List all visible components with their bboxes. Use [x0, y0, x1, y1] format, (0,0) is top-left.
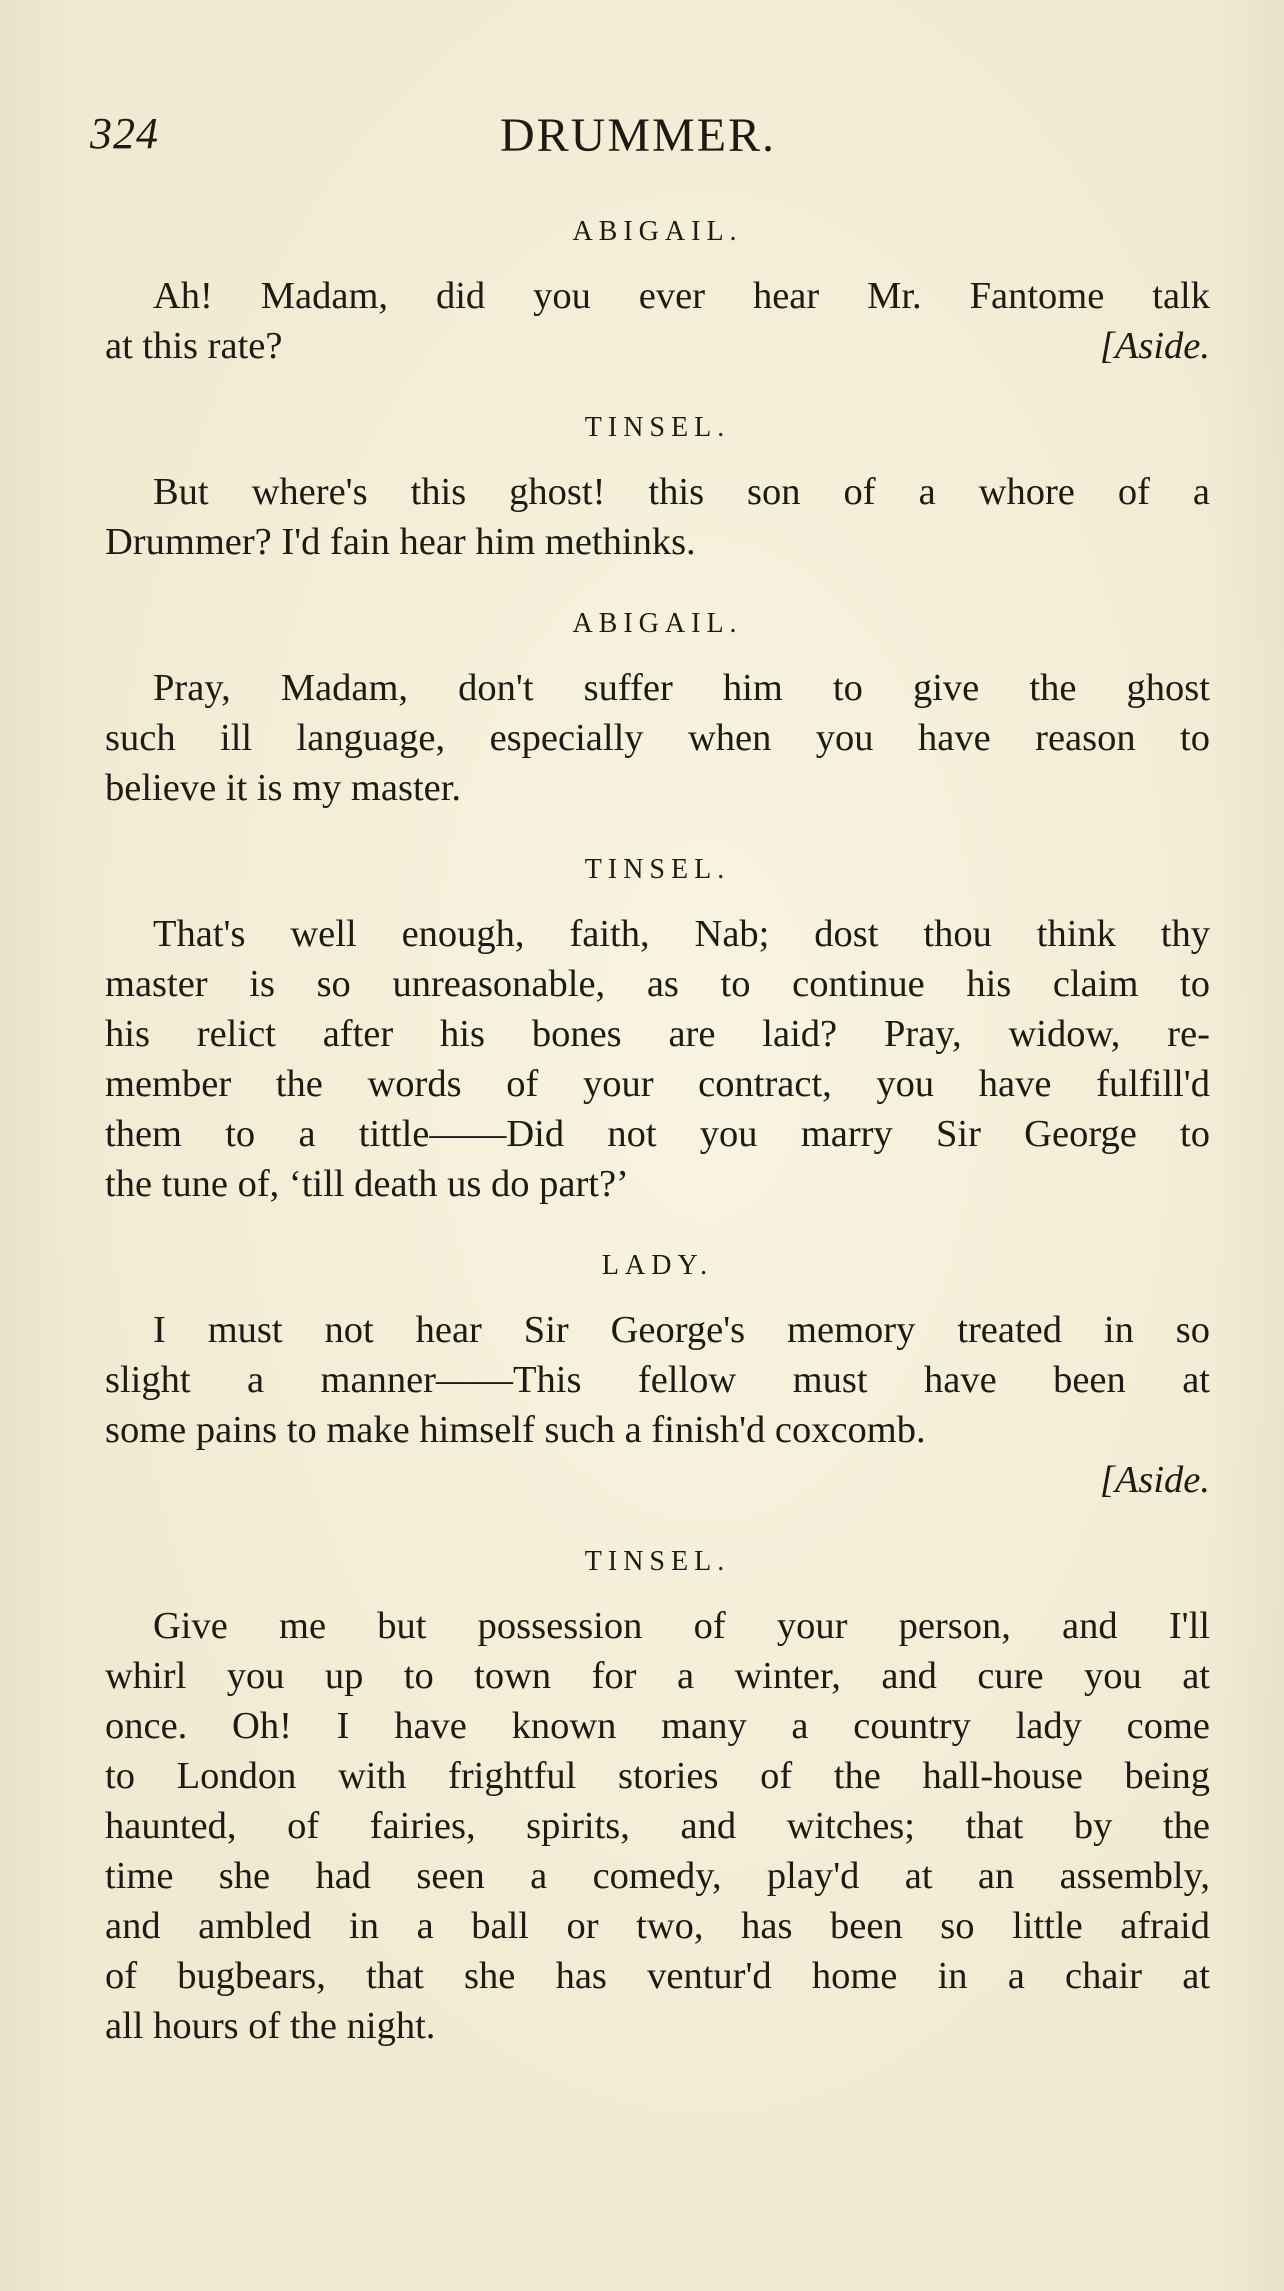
speaker-name: TINSEL. [584, 412, 731, 443]
speech-lady [105, 1249, 1210, 1505]
play-text [105, 215, 1210, 2051]
dialogue-line: Pray, Madam, don't suffer him to give the ghost [153, 667, 1210, 709]
dialogue-line: Drummer? I'd fain hear him methinks. [105, 521, 696, 563]
dialogue-line: to London with frightful stories of the hall-house being [105, 1755, 1210, 1797]
dialogue-line: the tune of, ‘till death us do part?’ [105, 1163, 629, 1205]
dialogue-line: haunted, of fairies, spirits, and witches; that by the [105, 1805, 1210, 1847]
stage-direction-aside: [Aside. [1099, 325, 1210, 367]
dialogue-line-text: at this rate? [105, 325, 283, 367]
running-head [90, 108, 1210, 168]
dialogue-line: I must not hear Sir George's memory treated in so [153, 1309, 1210, 1351]
dialogue-line: master is so unreasonable, as to continue his claim to [105, 963, 1210, 1005]
page-number: 324 [90, 109, 159, 158]
speaker-name: TINSEL. [584, 1546, 731, 1577]
speech-abigail-1 [105, 215, 1210, 371]
dialogue-line: his relict after his bones are laid? Pray, widow, re- [105, 1013, 1210, 1055]
speech-abigail-2 [105, 607, 1210, 813]
dialogue-line-with-aside [105, 321, 1210, 371]
dialogue-line: That's well enough, faith, Nab; dost thou think thy [153, 913, 1210, 955]
speaker-name: LADY. [601, 1250, 714, 1281]
dialogue-line: such ill language, especially when you have reason to [105, 717, 1210, 759]
dialogue-line: and ambled in a ball or two, has been so little afraid [105, 1905, 1210, 1947]
speaker-name: ABIGAIL. [572, 216, 743, 247]
speaker-name: TINSEL. [584, 854, 731, 885]
dialogue-line: all hours of the night. [105, 2005, 436, 2047]
dialogue-line: whirl you up to town for a winter, and cure you at [105, 1655, 1210, 1697]
running-title: DRUMMER. [500, 109, 777, 162]
dialogue-line: Give me but possession of your person, and I'll [153, 1605, 1210, 1647]
stage-direction-aside: [Aside. [1099, 1459, 1210, 1501]
dialogue-line: of bugbears, that she has ventur'd home in a chair at [105, 1955, 1210, 1997]
dialogue-line: them to a tittle——Did not you marry Sir George to [105, 1113, 1210, 1155]
dialogue-line: Ah! Madam, did you ever hear Mr. Fantome talk [153, 275, 1210, 317]
dialogue-line: slight a manner——This fellow must have been at [105, 1359, 1210, 1401]
speech-tinsel-2 [105, 853, 1210, 1209]
dialogue-line: believe it is my master. [105, 767, 462, 809]
speech-tinsel-1 [105, 411, 1210, 567]
dialogue-line: some pains to make himself such a finish'd coxcomb. [105, 1409, 926, 1451]
speech-tinsel-3 [105, 1545, 1210, 2051]
dialogue-line: member the words of your contract, you have fulfill'd [105, 1063, 1210, 1105]
dialogue-line: once. Oh! I have known many a country lady come [105, 1705, 1210, 1747]
speaker-name: ABIGAIL. [572, 608, 743, 639]
dialogue-line: time she had seen a comedy, play'd at an assembly, [105, 1855, 1210, 1897]
dialogue-line: But where's this ghost! this son of a whore of a [153, 471, 1210, 513]
